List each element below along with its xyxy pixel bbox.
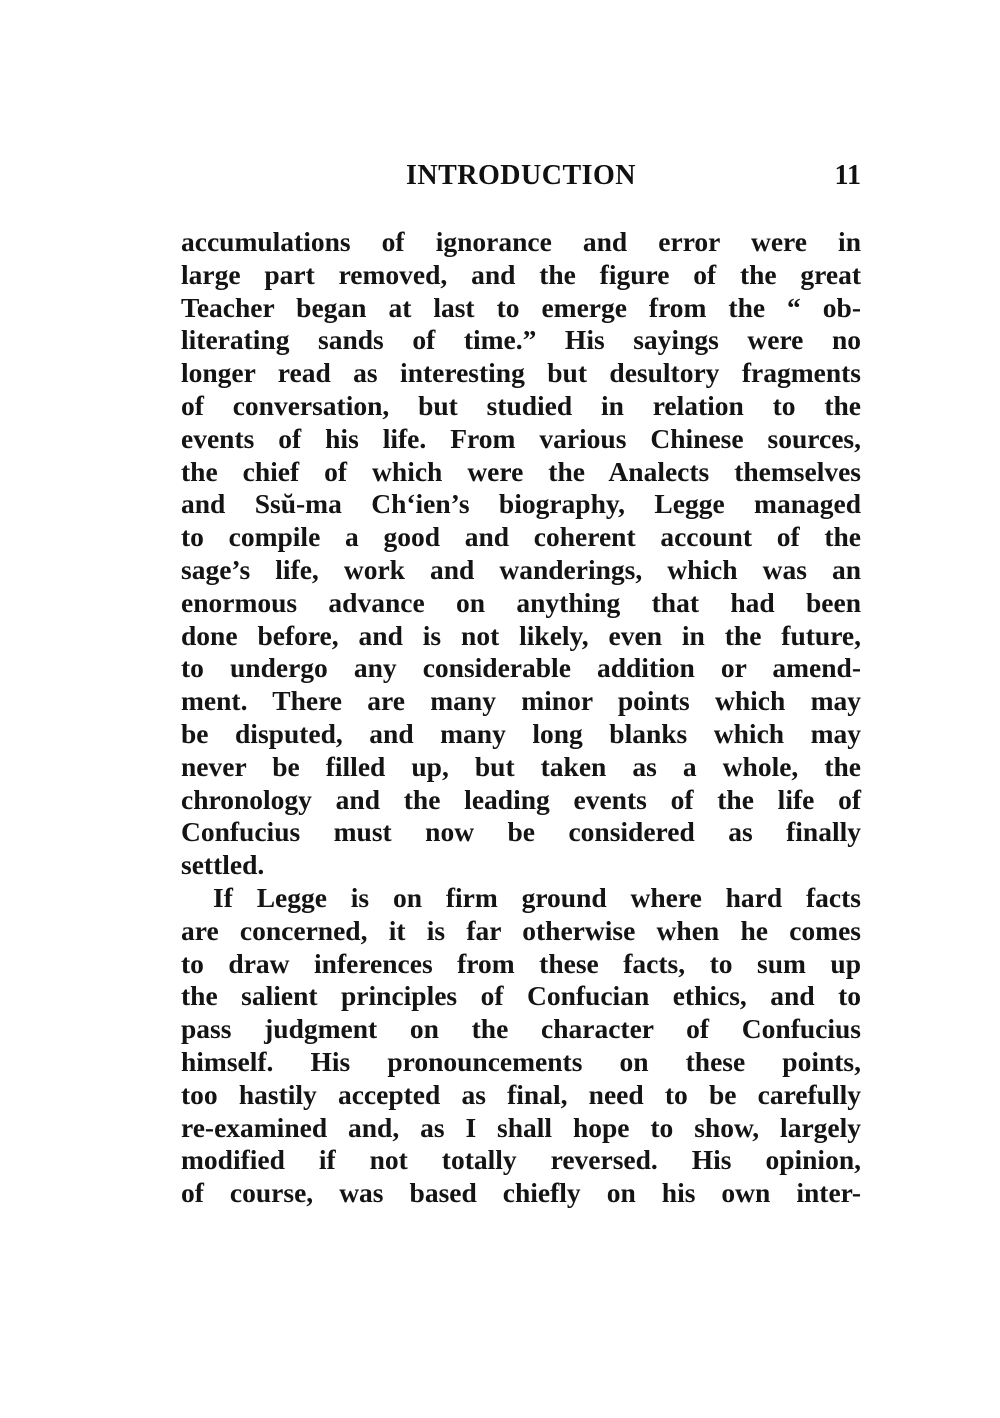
text-line: chronology and the leading events of the life of xyxy=(181,783,861,815)
text-line: done before, and is not likely, even in the future, xyxy=(181,619,861,651)
paragraph-2 xyxy=(181,882,861,1210)
page-number: 11 xyxy=(834,160,861,191)
text-line: ment. There are many minor points which may xyxy=(181,685,861,717)
text-line: and Ssŭ-ma Ch‘ien’s biography, Legge managed xyxy=(181,488,861,520)
running-title: INTRODUCTION xyxy=(405,160,637,191)
running-head xyxy=(181,160,861,200)
text-line: of conversation, but studied in relation to the xyxy=(181,389,861,421)
text-line: too hastily accepted as final, need to be carefully xyxy=(181,1078,861,1110)
text-line: the chief of which were the Analects themselves xyxy=(181,455,861,487)
text-line: to undergo any considerable addition or amend- xyxy=(181,652,861,684)
text-line: Teacher began at last to emerge from the “ ob- xyxy=(181,291,861,323)
text-line: the salient principles of Confucian ethics, and to xyxy=(181,980,861,1012)
text-line: himself. His pronouncements on these points, xyxy=(181,1045,861,1077)
text-line: literating sands of time.” His sayings were no xyxy=(181,324,861,356)
text-line: are concerned, it is far otherwise when he comes xyxy=(181,914,861,946)
text-line: modified if not totally reversed. His opinion, xyxy=(181,1144,861,1176)
text-line: Confucius must now be considered as finally xyxy=(181,816,861,848)
text-line: settled. xyxy=(181,849,265,881)
text-line: never be filled up, but taken as a whole, the xyxy=(181,750,861,782)
text-line: sage’s life, work and wanderings, which was an xyxy=(181,553,861,585)
text-line: large part removed, and the figure of the great xyxy=(181,258,861,290)
paragraph-1 xyxy=(181,226,861,882)
text-line: of course, was based chiefly on his own inter- xyxy=(181,1177,861,1209)
body-text xyxy=(181,226,861,1210)
text-line: longer read as interesting but desultory fragments xyxy=(181,357,861,389)
text-line: enormous advance on anything that had been xyxy=(181,586,861,618)
text-line: to compile a good and coherent account of the xyxy=(181,521,861,553)
text-line: be disputed, and many long blanks which may xyxy=(181,717,861,749)
text-line: events of his life. From various Chinese sources, xyxy=(181,422,861,454)
text-line: to draw inferences from these facts, to sum up xyxy=(181,947,861,979)
text-line: pass judgment on the character of Confucius xyxy=(181,1013,861,1045)
text-line: If Legge is on firm ground where hard facts xyxy=(213,881,861,913)
text-line: accumulations of ignorance and error were in xyxy=(181,226,861,257)
text-line: re-examined and, as I shall hope to show, largely xyxy=(181,1111,861,1143)
